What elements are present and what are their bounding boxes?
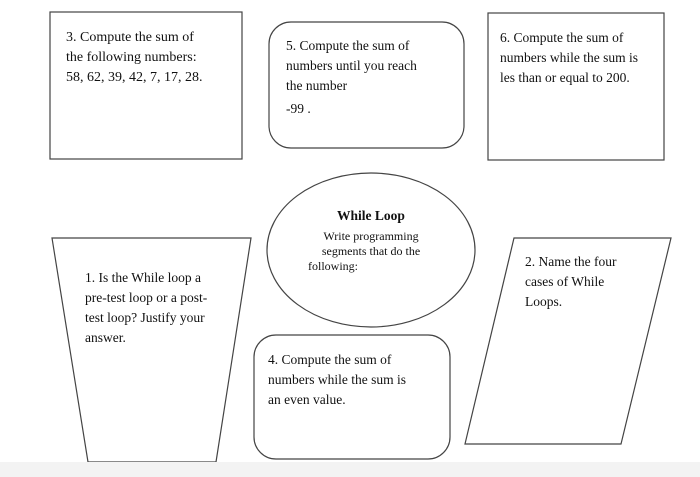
box-4-line-2: numbers while the sum is [268, 372, 406, 387]
box-2-text [525, 252, 616, 312]
box-2-line-3: Loops. [525, 294, 563, 309]
box-6-line-1: 6. Compute the sum of [500, 30, 624, 45]
box-5-line-4: -99 . [286, 101, 311, 116]
box-5-line-2: numbers until you reach [286, 58, 417, 73]
bottom-strip [0, 462, 700, 477]
box-1-line-3: test loop? Justify your [85, 310, 205, 325]
box-1-text [85, 268, 207, 348]
center-line-2: segments that do the [321, 244, 421, 258]
box-1-line-4: answer. [85, 330, 126, 345]
box-3-text [66, 28, 203, 88]
center-line-1: Write programming [323, 229, 419, 243]
center-line-3: following: [308, 259, 358, 273]
box-5-line-3: the number [286, 78, 348, 93]
box-5-line-1: 5. Compute the sum of [286, 38, 410, 53]
box-3-line-2: the following numbers: [66, 50, 197, 65]
box-1-line-2: pre-test loop or a post- [85, 290, 208, 305]
box-4-text [268, 350, 406, 410]
box-2-line-1: 2. Name the four [525, 254, 617, 269]
box-5-text [286, 36, 417, 119]
box-3-line-3: 58, 62, 39, 42, 7, 17, 28. [66, 70, 203, 85]
box-4-line-1: 4. Compute the sum of [268, 352, 392, 367]
center-text [300, 208, 442, 274]
center-title: While Loop [337, 208, 405, 223]
box-2-line-2: cases of While [525, 274, 605, 289]
box-3-line-1: 3. Compute the sum of [66, 30, 194, 45]
box-6-line-2: numbers while the sum is [500, 50, 638, 65]
box-4-line-3: an even value. [268, 392, 346, 407]
box-6-line-3: les than or equal to 200. [500, 70, 630, 85]
box-1-line-1: 1. Is the While loop a [85, 270, 201, 285]
box-6-text [500, 28, 638, 88]
